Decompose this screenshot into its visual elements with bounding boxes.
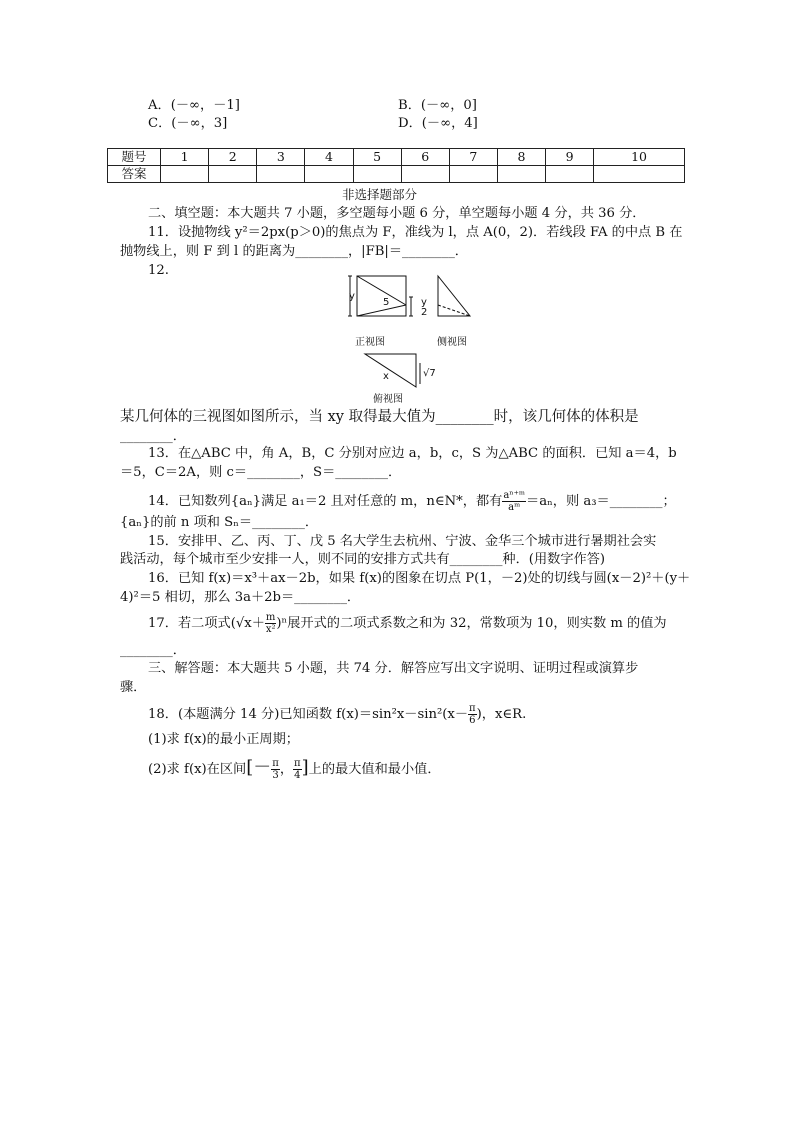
q14-fraction [502,490,526,513]
label-2: 2 [421,307,428,318]
q18-interval-frac1 [271,758,280,781]
label-x: x [383,371,389,382]
label-y-front: y [349,291,355,302]
side-view-label: 侧视图 [437,337,467,348]
answer-cell[interactable] [449,166,497,183]
q18-interval-frac2 [293,758,302,781]
q12-line1: 某几何体的三视图如图所示，当 xy 取得最大值为________时，该几何体的体积是 [120,409,639,425]
option-a: A．(－∞，－1] [148,98,240,113]
option-d: D．(－∞，4] [398,116,478,131]
q12-number: 12. [148,263,169,278]
q14-frac-den: aᵐ [508,502,521,513]
option-b: B．(－∞，0] [398,98,477,113]
q18-sub2 [148,758,441,781]
q18-int-num1: π [272,758,279,769]
q18-frac-den: 6 [469,715,476,726]
q18-bracket-close: ] [301,757,309,778]
part3-heading-line1: 三、解答题：本大题共 5 小题，共 74 分．解答应写出文字说明、证明过程或演算步 [148,661,639,676]
label-sqrt7: √7 [423,368,436,379]
q17-line2: ________． [120,643,186,658]
q18-int-den1: 3 [272,770,279,781]
q18-sub1: (1)求 f(x)的最小正周期； [148,732,299,747]
part3-heading-line2: 骤． [120,680,147,695]
section-title: 非选择题部分 [342,187,418,202]
q17-text-a: 17．若二项式 [148,616,231,631]
q18-sub2-text-a: (2)求 f(x)在区间 [148,762,247,777]
q14-line2: {aₙ}的前 n 项和 Sₙ＝________． [120,515,319,530]
table-cell: 4 [305,149,353,166]
label-5: 5 [383,297,390,308]
q17-fraction [265,612,276,635]
q18-int-den2: 4 [294,770,301,781]
answer-cell[interactable] [305,166,353,183]
table-cell: 5 [353,149,401,166]
q12-line2: ________． [120,429,186,444]
table-cell: 3 [257,149,305,166]
q18-line1 [148,703,526,726]
table-header-number: 题号 [108,149,161,166]
q14-text-b: ＝aₙ，则 a₃＝________； [526,494,676,509]
answer-cell[interactable] [594,166,685,183]
q17-expr-b: )ⁿ [276,616,288,631]
q18-int-num2: π [294,758,301,769]
q18-sub2-text-b: 上的最大值和最小值． [308,762,441,777]
table-cell: 1 [161,149,209,166]
label-y-right: y [421,297,427,308]
option-c: C．(－∞，3] [148,116,228,131]
q18-text-a: 18．(本题满分 14 分)已知函数 f(x)＝sin²x－sin²(x－ [148,707,469,722]
answer-cell[interactable] [209,166,257,183]
q16-line1: 16．已知 f(x)＝x³＋ax－2b，如果 f(x)的图象在切点 P(1，－2)处的切线与圆(x－2)²＋(y＋ [148,571,691,586]
q17-expr-a: (√x＋ [230,616,265,631]
q14-text-a: 14．已知数列{aₙ}满足 a₁＝2 且对任意的 m，n∈N*，都有 [148,494,503,509]
answer-cell[interactable] [257,166,305,183]
top-view [365,354,420,387]
q18-frac-num: π [469,703,476,714]
answer-cell[interactable] [353,166,401,183]
three-view-figure [345,270,475,405]
q11-line1: 11．设抛物线 y²＝2px(p＞0)的焦点为 F，准线为 l，点 A(0，2)．若线段 FA 的中点 B 在 [148,225,683,240]
q11-line2: 抛物线上，则 F 到 l 的距离为________，|FB|＝________． [120,244,468,259]
answer-table [107,148,685,183]
table-row [108,166,685,183]
answer-cell[interactable] [401,166,449,183]
part2-heading: 二、填空题：本大题共 7 小题，多空题每小题 6 分，单空题每小题 4 分，共 36 分． [148,206,646,221]
front-view [348,276,413,316]
answer-cell[interactable] [161,166,209,183]
side-view [438,276,470,316]
q14-frac-num: aⁿ⁺ᵐ [503,490,526,501]
table-cell: 8 [497,149,545,166]
q18-int-sep: ， [279,762,294,777]
q17-text-b: 展开式的二项式系数之和为 32，常数项为 10，则实数 m 的值为 [287,616,667,631]
q13-line2: ＝5，C＝2A，则 c＝________，S＝________． [120,465,402,480]
table-cell: 10 [594,149,685,166]
answer-cell[interactable] [497,166,545,183]
table-cell: 7 [449,149,497,166]
table-cell: 6 [401,149,449,166]
answer-cell[interactable] [546,166,594,183]
q17-frac-den: x² [265,624,276,635]
q17-line1 [148,612,667,635]
table-row [108,149,685,166]
q17-frac-num: m [265,612,276,623]
q15-line2: 践活动，每个城市至少安排一人，则不同的安排方式共有________种．(用数字作答) [120,552,606,567]
q16-line2: 4)²＝5 相切，那么 3a＋2b＝________． [120,590,361,605]
q18-bracket-open: [－ [246,757,272,778]
front-view-label: 正视图 [355,337,385,348]
table-header-answer: 答案 [108,166,161,183]
q18-text-b: )，x∈R. [476,707,527,722]
q15-line1: 15．安排甲、乙、丙、丁、戊 5 名大学生去杭州、宁波、金华三个城市进行暑期社会实 [148,534,657,549]
q14-line1 [148,490,676,513]
q18-fraction [468,703,477,726]
table-cell: 2 [209,149,257,166]
table-cell: 9 [546,149,594,166]
top-view-label: 俯视图 [373,394,403,405]
q13-line1: 13．在△ABC 中，角 A，B，C 分别对应边 a，b，c，S 为△ABC 的面积．已知 a＝4，b [148,446,677,461]
